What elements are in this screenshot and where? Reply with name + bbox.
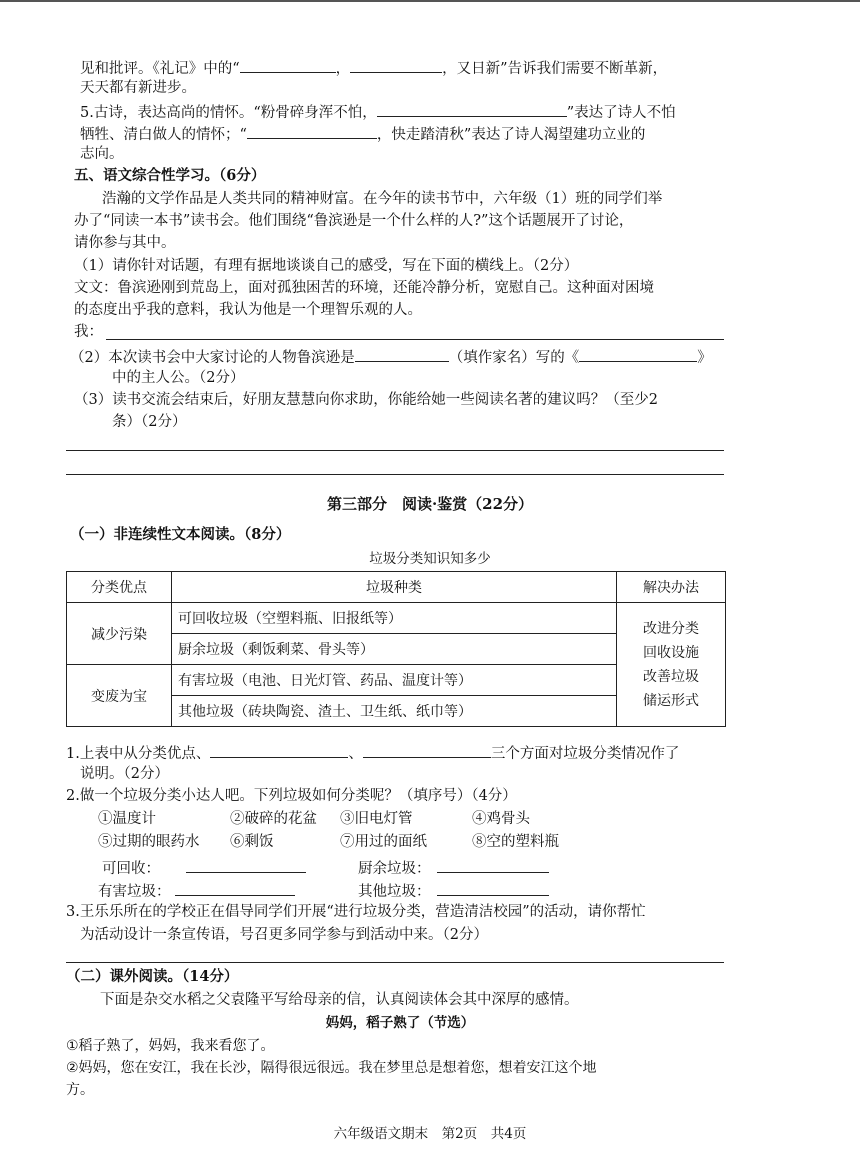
text-line: 志向。 [80, 146, 124, 162]
section-title: （一）非连续性文本阅读。（8分） [70, 526, 291, 543]
text: ，快走踏清秋”表达了诗人渴望建功立业的 [376, 127, 646, 143]
text: （填作家名）写的《 [448, 350, 580, 366]
header-cell: 解决办法 [617, 572, 726, 603]
solution-cell [617, 603, 726, 727]
answer-blank[interactable] [437, 879, 549, 896]
question-line: 条）（2分） [112, 414, 187, 430]
paragraph-line: 办了“同读一本书”读书会。他们围绕“鲁滨逊是一个什么样的人?”这个话题展开了讨论， [74, 213, 634, 229]
category-row [98, 879, 295, 902]
type-cell: 厨余垃圾（剩饭剩菜、骨头等） [172, 634, 617, 665]
paragraph-line: 请你参与其中。 [74, 235, 176, 251]
answer-blank[interactable] [240, 56, 336, 73]
answer-line[interactable] [66, 474, 724, 475]
option-item: ⑥剩饭 [230, 834, 274, 850]
text: （2）本次读书会中大家讨论的人物鲁滨逊是 [70, 350, 355, 366]
question-line: （1）请你针对话题，有理有据地谈谈自己的感受，写在下面的横线上。（2分） [74, 258, 579, 274]
question-line [66, 741, 679, 764]
option-item: ③旧电灯管 [340, 811, 413, 827]
type-cell: 其他垃圾（砖块陶瓷、渣土、卫生纸、纸巾等） [172, 696, 617, 727]
question-line: 说明。（2分） [80, 766, 169, 782]
option-item: ①温度计 [98, 811, 156, 827]
type-cell: 可回收垃圾（空塑料瓶、旧报纸等） [172, 603, 617, 634]
text: 》 [697, 350, 712, 366]
text: 1.上表中从分类优点、 [66, 746, 211, 762]
type-cell: 有害垃圾（电池、日光灯管、药品、温度计等） [172, 665, 617, 696]
answer-blank[interactable] [437, 856, 549, 873]
table-title: 垃圾分类知识知多少 [369, 551, 491, 567]
question-line: （3）读书交流会结束后，好朋友慧慧向你求助，你能给她一些阅读名著的建议吗？（至少2 [74, 392, 658, 408]
question-line: 2.做一个垃圾分类小达人吧。下列垃圾如何分类呢？（填序号）（4分） [66, 788, 517, 804]
answer-blank[interactable] [355, 345, 449, 362]
letter-paragraph: 方。 [66, 1082, 94, 1098]
category-label: 可回收： [102, 861, 160, 877]
solution-line: 储运形式 [643, 692, 699, 709]
text: 三个方面对垃圾分类情况作了 [490, 746, 680, 762]
letter-paragraph: ②妈妈，您在安江，我在长沙，隔得很远很远。我在梦里总是想着您，想着安江这个地 [66, 1060, 597, 1076]
answer-blank[interactable] [175, 879, 295, 896]
question-line: 为活动设计一条宣传语，号召更多同学参与到活动中来。（2分） [80, 927, 488, 943]
paragraph-line: 文文：鲁滨逊刚到荒岛上，面对孤独困苦的环境，还能冷静分析，宽慰自己。这种面对困境 [74, 280, 654, 296]
part-title: 第三部分 阅读·鉴赏（22分） [326, 495, 534, 513]
option-item: ④鸡骨头 [472, 811, 530, 827]
header-cell: 垃圾种类 [172, 572, 617, 603]
garbage-table [66, 571, 726, 727]
category-label: 其他垃圾： [358, 884, 431, 900]
solution-line: 改善垃圾 [643, 668, 699, 685]
category-row [102, 856, 306, 879]
header-cell: 分类优点 [67, 572, 172, 603]
solution-line: 回收设施 [643, 644, 699, 661]
category-label: 厨余垃圾： [358, 861, 431, 877]
answer-blank[interactable] [247, 122, 377, 139]
advantage-cell: 减少污染 [67, 603, 172, 665]
text-line: 天天都有新进步。 [80, 80, 196, 96]
question-line [70, 345, 712, 368]
text: ，又日新”告诉我们需要不断革新， [442, 61, 668, 77]
answer-label: 我： [74, 324, 103, 340]
section-title: （二）课外阅读。（14分） [66, 968, 239, 985]
option-item: ⑧空的塑料瓶 [472, 834, 559, 850]
text: 牺牲、清白做人的情怀；“ [80, 127, 247, 143]
letter-paragraph: ①稻子熟了，妈妈，我来看您了。 [66, 1038, 275, 1054]
option-item: ⑤过期的眼药水 [98, 834, 200, 850]
category-row [358, 856, 549, 879]
text-line [80, 56, 667, 79]
advantage-cell: 变废为宝 [67, 665, 172, 727]
section-title: 五、语文综合性学习。（6分） [74, 167, 266, 184]
paragraph-line: 下面是杂交水稻之父袁隆平写给母亲的信，认真阅读体会其中深厚的感情。 [100, 992, 579, 1008]
answer-line[interactable] [66, 962, 724, 963]
page-footer: 六年级语文期末 第2页 共4页 [333, 1126, 527, 1142]
text: 见和批评。《礼记》中的“ [80, 61, 240, 77]
question-line: 3.王乐乐所在的学校正在倡导同学们开展“进行垃圾分类，营造清洁校园”的活动，请你帮忙 [66, 904, 646, 920]
answer-blank[interactable] [363, 741, 491, 758]
option-item: ②破碎的花盆 [230, 811, 317, 827]
answer-blank[interactable] [210, 741, 348, 758]
text: 5.古诗，表达高尚的情怀。“粉骨碎身浑不怕， [80, 105, 377, 121]
letter-title: 妈妈，稻子熟了（节选） [325, 1015, 475, 1031]
category-label: 有害垃圾： [98, 884, 171, 900]
table-header-row [67, 572, 726, 603]
table-row [67, 603, 726, 634]
question-5-line [80, 100, 676, 123]
answer-blank[interactable] [377, 100, 567, 117]
text: ， [335, 61, 351, 77]
solution-line: 改进分类 [643, 620, 699, 637]
option-item: ⑦用过的面纸 [340, 834, 427, 850]
paragraph-line: 浩瀚的文学作品是人类共同的精神财富。在今年的读书节中，六年级（1）班的同学们举 [102, 191, 663, 207]
answer-blank[interactable] [579, 345, 697, 362]
answer-blank[interactable] [350, 56, 442, 73]
question-5-line [80, 122, 645, 145]
paragraph-line: 的态度出乎我的意料，我认为他是一个理智乐观的人。 [74, 302, 422, 318]
answer-blank[interactable] [186, 856, 306, 873]
answer-line[interactable] [66, 450, 724, 451]
text: ”表达了诗人不怕 [566, 105, 676, 121]
scan-edge-line [0, 0, 860, 2]
category-row [358, 879, 549, 902]
text: 、 [348, 746, 363, 762]
question-line: 中的主人公。（2分） [112, 370, 245, 386]
answer-line[interactable] [106, 339, 724, 340]
